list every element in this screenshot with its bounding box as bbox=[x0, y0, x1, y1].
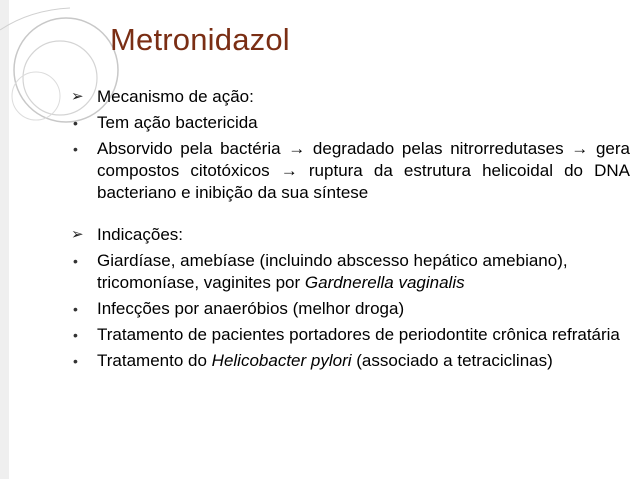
dot-bullet-icon: • bbox=[73, 141, 78, 157]
dot-bullet-icon: • bbox=[73, 353, 78, 369]
list-item-text: Infecções por anaeróbios (melhor droga) bbox=[97, 299, 405, 318]
list-item-italic: Helicobacter pylori bbox=[211, 351, 352, 370]
dot-bullet-icon: • bbox=[73, 253, 78, 269]
arrow-bullet-icon: ➢ bbox=[71, 226, 84, 243]
indications-heading bbox=[70, 224, 630, 246]
dot-bullet-icon: • bbox=[73, 327, 78, 343]
list-item bbox=[70, 324, 630, 346]
list-item-text: Tratamento de pacientes portadores de periodontite crônica refratária bbox=[97, 325, 620, 344]
mechanism-heading-text: Mecanismo de ação: bbox=[97, 87, 254, 106]
list-item-italic: Gardnerella vaginalis bbox=[304, 273, 465, 292]
list-item-text: Tem ação bactericida bbox=[97, 113, 258, 132]
mechanism-heading bbox=[70, 86, 630, 108]
dot-bullet-icon: • bbox=[73, 115, 78, 131]
list-item bbox=[70, 112, 630, 134]
dot-bullet-icon: • bbox=[73, 301, 78, 317]
list-item-text: Absorvido pela bactéria → degradado pelas nitrorredutases → gera compostos citotóxicos → ruptura da estrutura helicoidal do DNA bacteriano e inibição da sua síntese bbox=[97, 139, 630, 202]
arrow-bullet-icon: ➢ bbox=[71, 88, 84, 105]
list-item bbox=[70, 138, 630, 204]
decor-band bbox=[0, 0, 9, 479]
list-item bbox=[70, 250, 630, 294]
list-item-text: (associado a tetraciclinas) bbox=[356, 351, 553, 370]
list-item bbox=[70, 350, 630, 372]
slide-title: Metronidazol bbox=[110, 22, 290, 57]
slide-content bbox=[70, 86, 630, 372]
indications-heading-text: Indicações: bbox=[97, 225, 183, 244]
list-item-text: Giardíase, amebíase (incluindo abscesso hepático amebiano), tricomoníase, vaginites por bbox=[97, 251, 568, 292]
list-item-text: Tratamento do bbox=[97, 351, 207, 370]
list-item bbox=[70, 298, 630, 320]
